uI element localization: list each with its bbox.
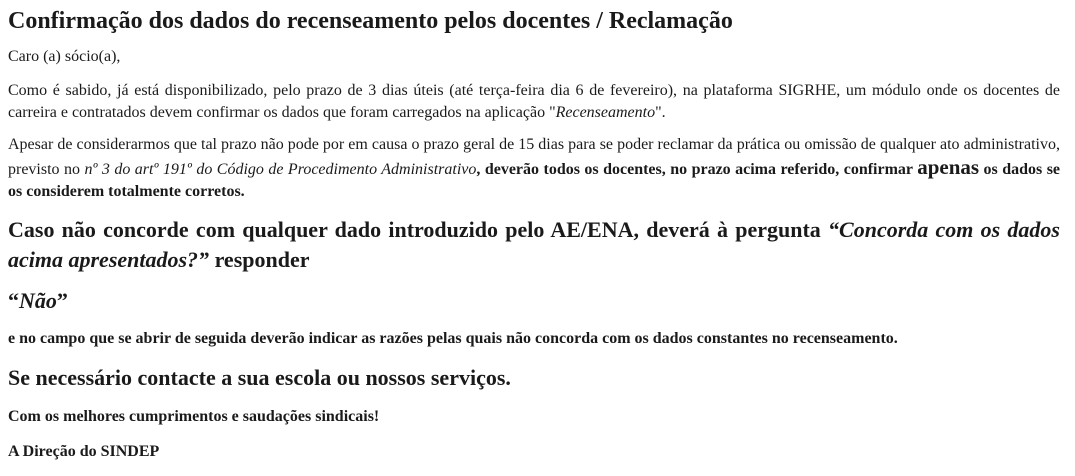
emphasis-word: apenas [917,155,980,179]
application-name: Recenseamento [555,104,656,121]
closing-line: Com os melhores cumprimentos e saudações sindicais! [8,408,380,425]
document-body [8,0,1060,463]
instruction-text: Caso não concorde com qualquer dado introduzido pelo AE/ENA, deverá à pergunta [8,217,829,242]
deadline-bold-text: , deverão todos os docentes, no prazo acima referido, confirmar [476,161,918,178]
greeting: Caro (a) sócio(a), [8,48,121,65]
deadline-bold-end: os dados se os considerem totalmente corretos. [8,161,1061,200]
field-instruction: e no campo que se abrir de seguida deverão indicar as razões pelas quais não concorda com os dados constantes no recenseamento. [8,330,898,347]
paragraph-platform-info [8,80,1060,124]
page-title: Confirmação dos dados do recenseamento pelos docentes / Reclamação [8,8,733,34]
deadline-text: Apesar de considerarmos que tal prazo não pode por em causa o prazo geral de 15 dias para se poder reclamar da prática ou omissão de qualquer ato administrativo, previsto no [8,136,1060,178]
paragraph-platform-end: ". [655,104,666,121]
answer-no [8,286,1060,316]
question-text: “Concorda com os dados acima apresentados?” [8,217,1060,272]
signature: A Direção do SINDEP [8,443,160,460]
answer-close-quote: ” [56,288,68,313]
answer-word: Não [19,288,57,313]
legal-reference: nº 3 do artº 191º do Código de Procedimento Administrativo [84,161,477,178]
contact-heading: Se necessário contacte a sua escola ou nossos serviços. [8,365,511,390]
instruction-end: responder [209,247,310,272]
paragraph-deadline [8,134,1060,203]
paragraph-platform-text: Como é sabido, já está disponibilizado, pelo prazo de 3 dias úteis (até terça-feira dia 6 de fevereiro), na plataforma SIGRHE, um módulo onde os docentes de carreira e contratados devem confirmar os dados que foram carregados na aplicação " [8,82,1060,121]
answer-open-quote: “ [8,288,19,313]
disagreement-instruction [8,215,1060,275]
